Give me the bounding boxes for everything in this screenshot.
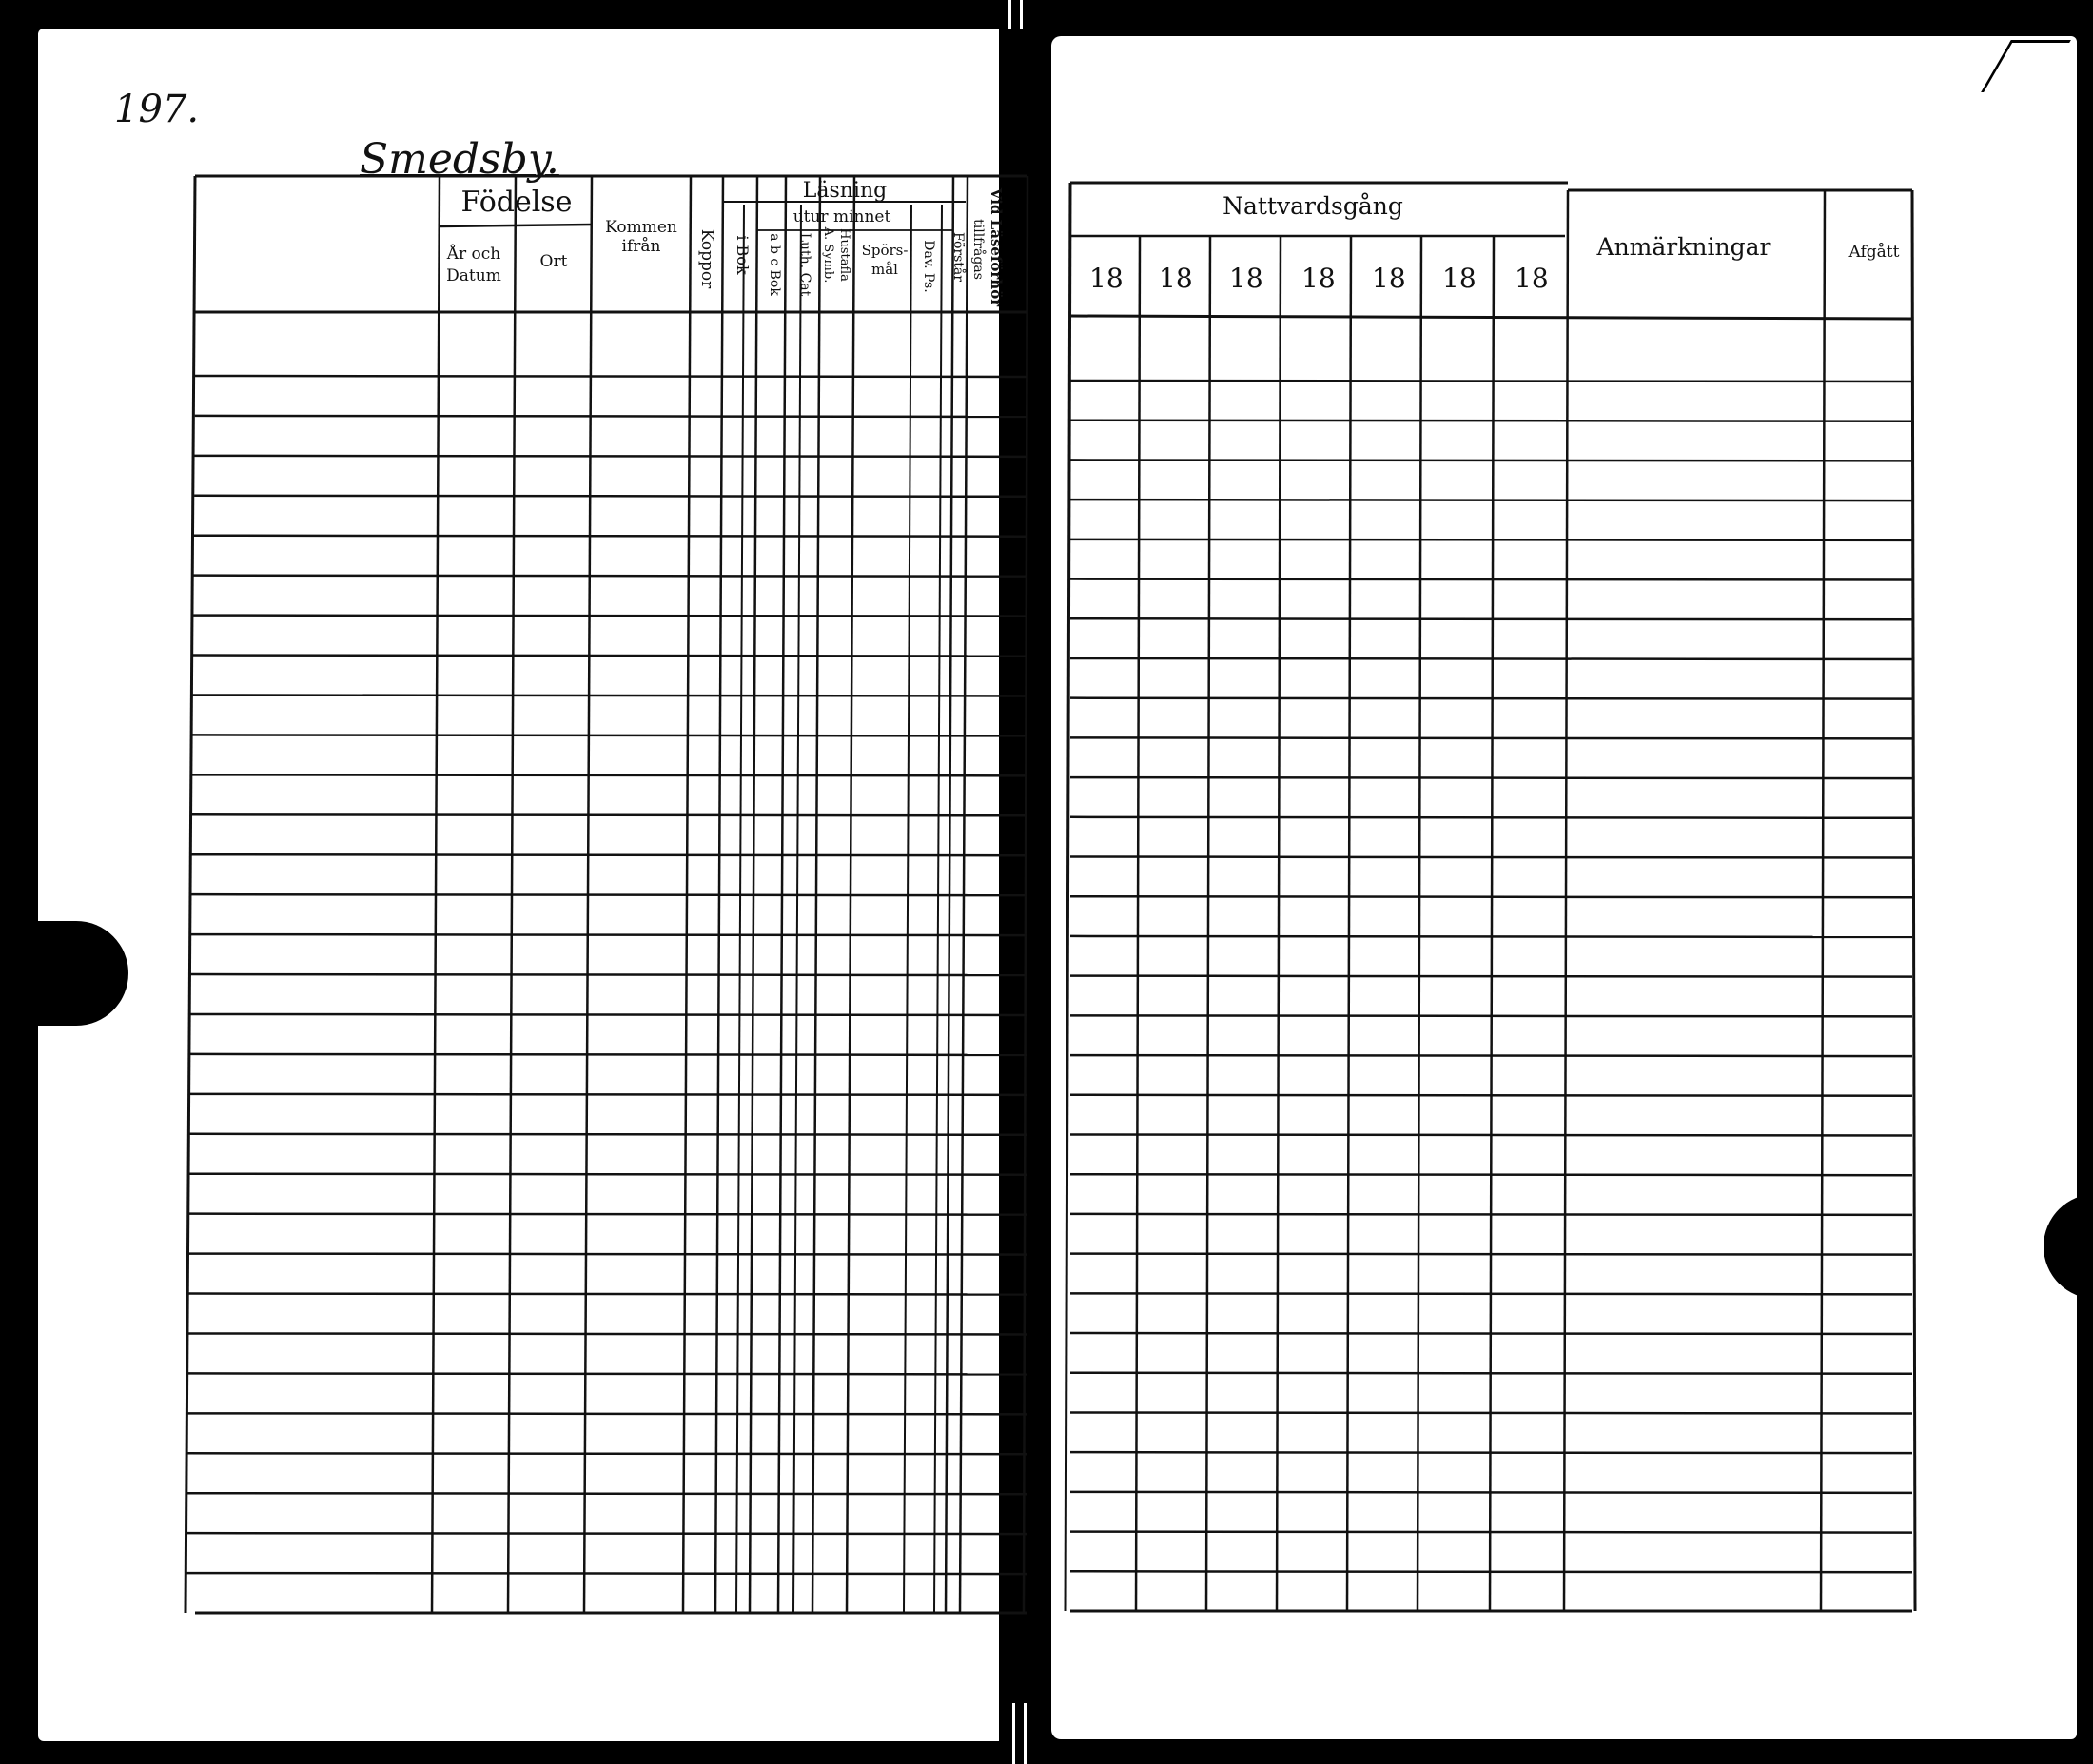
- right-row-rule: [1070, 539, 1912, 540]
- left-row-rule: [189, 1134, 1027, 1135]
- right-row-rule: [1070, 1412, 1912, 1413]
- left-row-rule: [187, 1493, 1027, 1494]
- header-forstar: Förstår: [950, 232, 966, 282]
- header-ort: Ort: [539, 252, 568, 271]
- right-row-rule: [1070, 698, 1912, 699]
- left-row-rule: [194, 456, 1027, 457]
- right-row-rule: [1070, 777, 1912, 778]
- year-label-group: [1089, 263, 1549, 294]
- right-row-rule: [1070, 618, 1912, 619]
- left-row-rule: [193, 695, 1027, 696]
- header-vid-laseforhor: Vid Läseförhör: [988, 187, 1005, 307]
- left-row-rule: [189, 1174, 1027, 1175]
- right-column-rule: [1206, 236, 1210, 1611]
- left-row-rule: [191, 974, 1028, 975]
- year-prefix-label: 18: [1229, 263, 1263, 294]
- right-outer-rule: [1066, 183, 1070, 1611]
- right-header-bottom-rule: [1070, 316, 1912, 319]
- right-row-rule: [1070, 1452, 1912, 1453]
- right-row-rule: [1070, 976, 1912, 977]
- left-row-rule: [190, 1094, 1027, 1095]
- right-column-rule: [1136, 236, 1140, 1611]
- header-datum: Datum: [446, 266, 501, 285]
- header-koppor: Koppor: [697, 228, 716, 289]
- left-row-rule: [188, 1294, 1027, 1295]
- right-row-rule: [1070, 658, 1912, 659]
- left-row-rule: [194, 496, 1027, 497]
- right-outer-rule-end: [1912, 190, 1915, 1611]
- right-row-rule: [1070, 737, 1912, 738]
- right-row-rule: [1070, 579, 1912, 580]
- left-row-rule: [189, 1214, 1027, 1215]
- ruling-lines: [186, 176, 1915, 1613]
- right-row-rule: [1070, 1571, 1912, 1572]
- left-row-rule: [188, 1333, 1027, 1334]
- right-row-rule: [1070, 1293, 1912, 1294]
- left-row-rule: [188, 1254, 1027, 1255]
- right-row-rule: [1070, 1214, 1912, 1215]
- fodelse-subheader-rule: [440, 225, 592, 226]
- right-row-rule: [1070, 1492, 1912, 1493]
- right-row-rule: [1070, 896, 1912, 897]
- left-row-rule: [190, 1054, 1027, 1055]
- right-row-rule: [1070, 1015, 1912, 1016]
- right-row-rule: [1070, 1254, 1912, 1255]
- header-nattvardsgang: Nattvardsgång: [1223, 192, 1403, 220]
- right-column-rule: [1821, 190, 1825, 1611]
- left-row-rule: [193, 656, 1027, 657]
- left-row-rule: [187, 1413, 1027, 1414]
- header-sporsmal-1: Spörs-: [861, 242, 909, 259]
- header-i-bok: i Bok: [734, 235, 752, 275]
- left-row-rule: [191, 934, 1027, 935]
- left-row-rule: [191, 854, 1027, 855]
- header-lasning: Läsning: [802, 179, 888, 203]
- left-row-rule: [192, 774, 1027, 775]
- header-a-symb: A. Symb.: [821, 226, 835, 284]
- header-dav-ps: Dav. Ps.: [921, 240, 936, 293]
- right-row-rule: [1070, 1333, 1912, 1334]
- year-prefix-label: 18: [1372, 263, 1406, 294]
- header-abc-bok: a b c Bok: [767, 233, 782, 296]
- left-row-rule: [191, 894, 1027, 895]
- header-anmarkningar: Anmärkningar: [1596, 233, 1771, 261]
- right-column-rule: [1564, 190, 1568, 1611]
- left-row-rule: [188, 1373, 1028, 1374]
- right-row-rule: [1070, 1174, 1912, 1175]
- header-utur-minnet: utur minnet: [792, 207, 891, 226]
- left-row-rule: [186, 1533, 1027, 1534]
- header-luth-cat: Luth. Cat: [797, 232, 812, 297]
- right-row-rule: [1070, 857, 1912, 858]
- header-tillfrages: tillfrågas: [970, 219, 986, 280]
- right-row-rule: [1070, 381, 1912, 382]
- year-prefix-label: 18: [1089, 263, 1124, 294]
- header-sporsmal-2: mål: [871, 261, 898, 278]
- header-ifran: ifrån: [621, 237, 661, 256]
- left-row-rule: [194, 536, 1027, 537]
- year-prefix-label: 18: [1515, 263, 1549, 294]
- right-row-rule: [1070, 1134, 1912, 1135]
- year-prefix-label: 18: [1159, 263, 1193, 294]
- right-row-rule: [1070, 1055, 1912, 1056]
- left-row-rule: [187, 1453, 1027, 1454]
- right-column-rule: [1490, 236, 1494, 1611]
- header-kommen: Kommen: [605, 218, 677, 237]
- header-hustafla: Hustafla: [837, 228, 851, 282]
- left-row-rule: [195, 416, 1027, 417]
- right-column-rule: [1418, 236, 1421, 1611]
- header-fodelse: Födelse: [460, 186, 573, 219]
- handwritten-page-number: 197.: [114, 88, 200, 131]
- left-row-rule: [190, 1014, 1027, 1015]
- year-prefix-label: 18: [1442, 263, 1477, 294]
- right-column-rule: [1347, 236, 1351, 1611]
- left-row-rule: [194, 576, 1028, 577]
- header-afgatt: Afgått: [1848, 243, 1900, 262]
- handwritten-village-name: Smedsby.: [360, 135, 559, 184]
- right-row-rule: [1070, 460, 1912, 461]
- right-column-rule: [1277, 236, 1281, 1611]
- left-row-rule: [192, 814, 1027, 815]
- right-row-rule: [1070, 936, 1912, 937]
- right-row-rule: [1070, 1532, 1912, 1533]
- header-ar-och: År och: [446, 245, 501, 264]
- year-prefix-label: 18: [1301, 263, 1336, 294]
- left-row-rule: [195, 376, 1027, 377]
- left-row-rule: [186, 1573, 1027, 1574]
- right-row-rule: [1070, 1095, 1912, 1096]
- right-row-rule: [1070, 817, 1912, 818]
- left-row-rule: [193, 616, 1027, 617]
- right-row-rule: [1070, 1373, 1912, 1374]
